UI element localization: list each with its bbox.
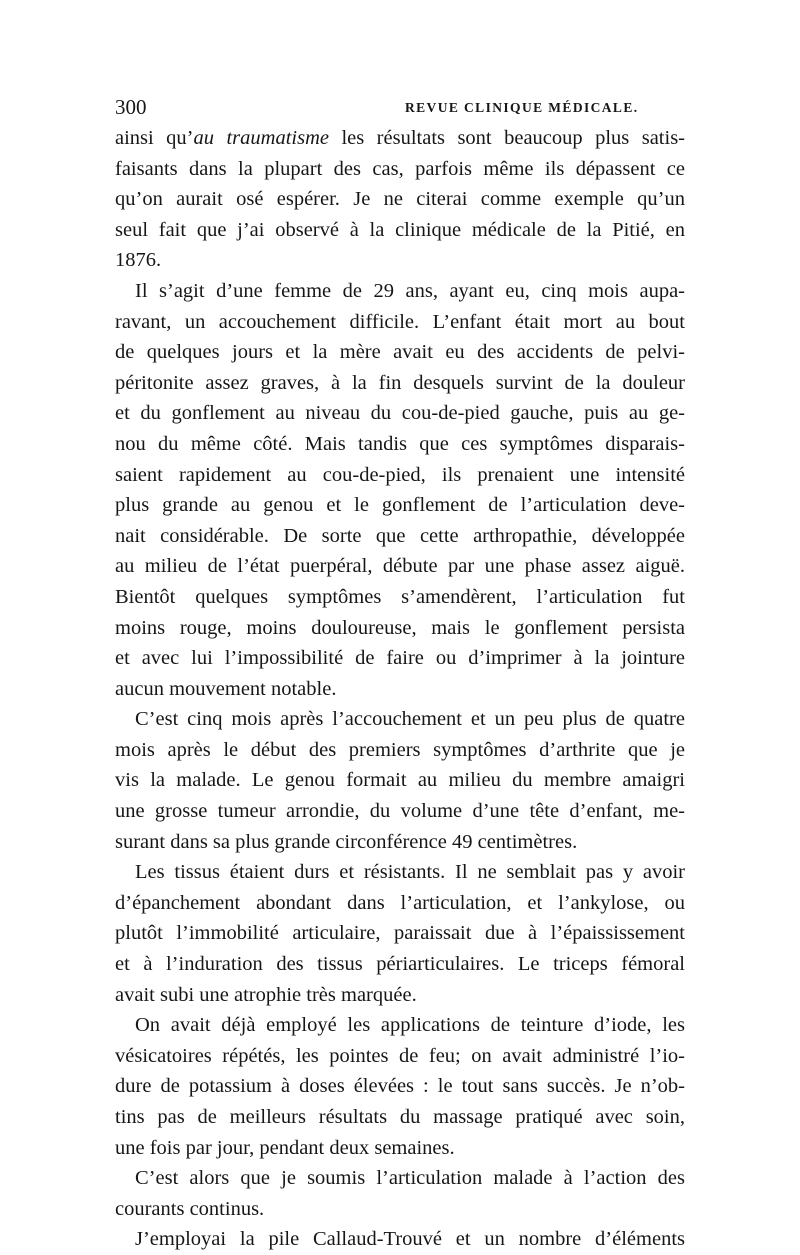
text-line: moins rouge, moins douloureuse, mais le gonflement persista bbox=[115, 616, 685, 639]
text-line: nait considérable. De sorte que cette arthropathie, développée bbox=[115, 524, 685, 547]
paragraph-last-line: 1876. bbox=[115, 249, 162, 272]
text-run: les résultats sont beaucoup plus satis- bbox=[328, 127, 686, 149]
text-line: au milieu de l’état puerpéral, débute par une phase assez aiguë. bbox=[115, 555, 685, 578]
text-line: tins pas de meilleurs résultats du massage pratiqué avec soin, bbox=[115, 1106, 685, 1128]
text-line: seul fait que j’ai observé à la clinique médicale de la Pitié, en bbox=[115, 218, 685, 241]
text-line: et avec lui l’impossibilité de faire ou d’imprimer à la jointure bbox=[115, 647, 685, 670]
paragraph-last-line: courants continus. bbox=[115, 1197, 265, 1220]
text-line: Bientôt quelques symptômes s’amendèrent, l’articulation fut bbox=[115, 585, 685, 608]
text-line: faisants dans la plupart des cas, parfois même ils dépassent ce bbox=[115, 157, 685, 180]
text-line: de quelques jours et la mère avait eu des accidents de pelvi- bbox=[115, 341, 685, 364]
paragraph-last-line: une fois par jour, pendant deux semaines. bbox=[115, 1136, 455, 1159]
paragraph-first-line: C’est cinq mois après l’accouchement et un peu plus de quatre bbox=[135, 708, 685, 731]
paragraph-first-line: J’employai la pile Callaud-Trouvé et un nombre d’éléments bbox=[135, 1228, 685, 1251]
paragraph-last-line: aucun mouvement notable. bbox=[115, 677, 337, 700]
paragraph-last-line: avait subi une atrophie très marquée. bbox=[115, 983, 417, 1006]
text-line: vésicatoires répétés, les pointes de feu; on avait administré l’io- bbox=[115, 1044, 685, 1067]
text-line: plus grande au genou et le gonflement de l’articulation deve- bbox=[115, 494, 685, 517]
text-line: péritonite assez graves, à la fin desquels survint de la douleur bbox=[115, 371, 685, 394]
paragraph-last-line: surant dans sa plus grande circonférence 49 centimètres. bbox=[115, 830, 578, 853]
text-line: qu’on aurait osé espérer. Je ne citerai comme exemple qu’un bbox=[115, 188, 685, 211]
text-line: vis la malade. Le genou formait au milieu du membre amaigri bbox=[115, 769, 685, 792]
italic-phrase: au traumatisme bbox=[193, 127, 329, 149]
text-line: plutôt l’immobilité articulaire, paraissait due à l’épaississement bbox=[115, 922, 685, 945]
paragraph-first-line: Il s’agit d’une femme de 29 ans, ayant eu, cinq mois aupa- bbox=[135, 279, 685, 302]
paragraph-first-line: C’est alors que je soumis l’articulation malade à l’action des bbox=[135, 1167, 685, 1190]
text-run: ainsi qu’ bbox=[115, 127, 194, 149]
text-line: saient rapidement au cou-de-pied, ils prenaient une intensité bbox=[115, 463, 685, 486]
paragraph-first-line: On avait déjà employé les applications de teinture d’iode, les bbox=[135, 1014, 685, 1037]
text-line: ravant, un accouchement difficile. L’enfant était mort au bout bbox=[115, 310, 685, 333]
text-line: nou du même côté. Mais tandis que ces symptômes disparais- bbox=[115, 432, 685, 455]
text-line: et du gonflement au niveau du cou-de-pied gauche, puis au ge- bbox=[115, 402, 685, 425]
text-line: dure de potassium à doses élevées : le tout sans succès. Je n’ob- bbox=[115, 1075, 685, 1098]
body-text bbox=[115, 123, 685, 1255]
page-header bbox=[115, 94, 685, 120]
text-line: mois après le début des premiers symptômes d’arthrite que je bbox=[115, 738, 685, 761]
text-line bbox=[115, 123, 685, 154]
page-number: 300 bbox=[115, 95, 147, 119]
text-line: d’épanchement abondant dans l’articulation, et l’ankylose, ou bbox=[115, 891, 685, 914]
paragraph-first-line: Les tissus étaient durs et résistants. Il ne semblait pas y avoir bbox=[135, 861, 685, 884]
text-line: une grosse tumeur arrondie, du volume d’une tête d’enfant, me- bbox=[115, 800, 685, 823]
text-line: et à l’induration des tissus périarticulaires. Le triceps fémoral bbox=[115, 953, 685, 976]
running-title: REVUE CLINIQUE MÉDICALE. bbox=[405, 100, 639, 115]
